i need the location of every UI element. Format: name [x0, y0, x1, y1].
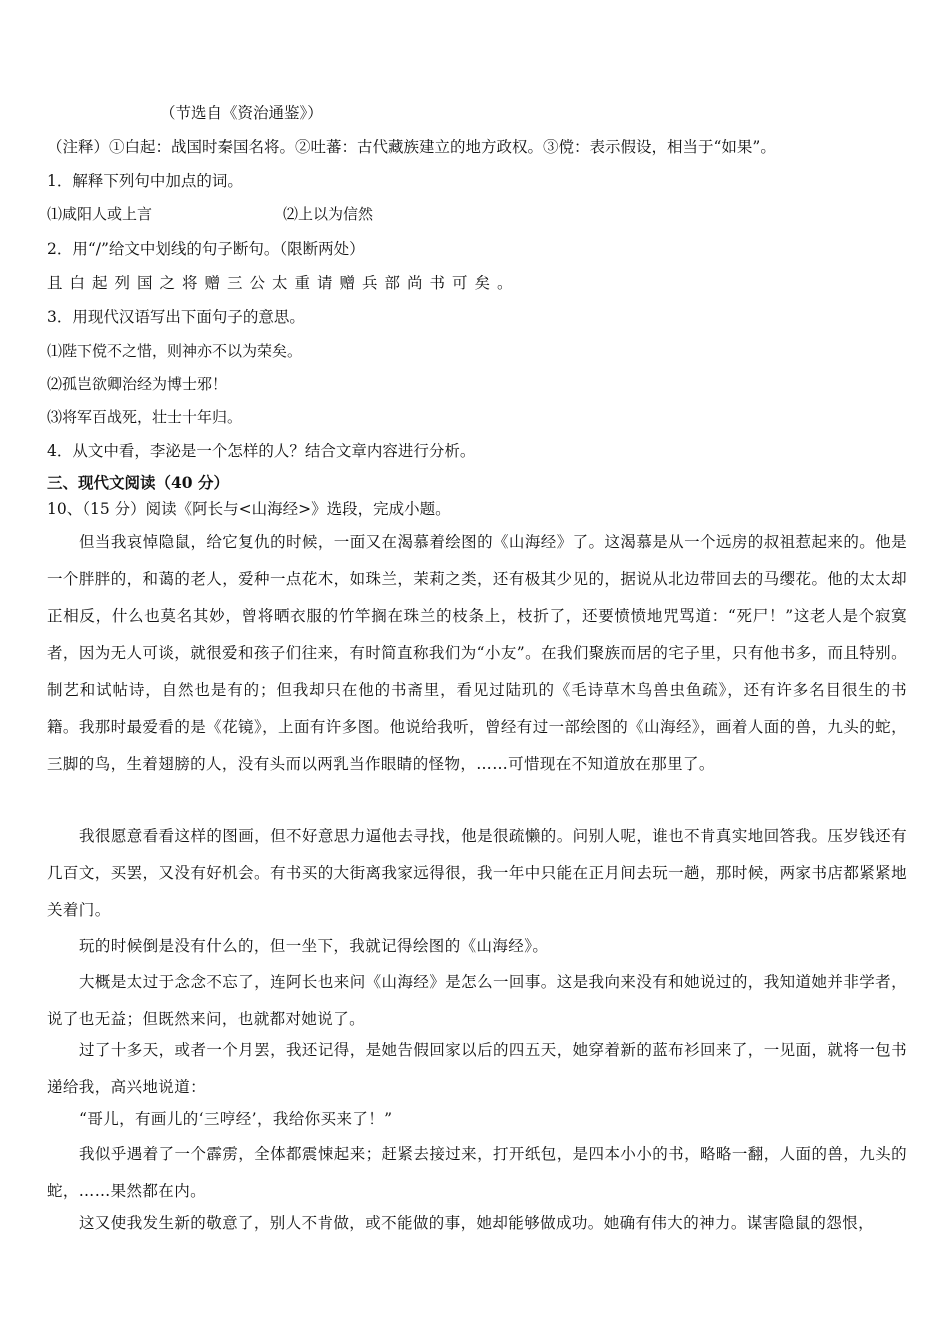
passage-paragraph: 我似乎遇着了一个霹雳，全体都震悚起来；赶紧去接过来，打开纸包，是四本小小的书，略略一翻，人面的兽，九头的蛇，……果然都在内。 — [47, 1145, 907, 1200]
section-3-heading: 三、现代文阅读（40 分） — [47, 473, 229, 492]
question-2-title: 2．用“/”给文中划线的句子断句。（限断两处） — [47, 240, 365, 258]
question-10-intro: 10、（15 分）阅读《阿长与<山海经>》选段，完成小题。 — [47, 500, 451, 518]
question-3-item-1: ⑴陛下傥不之惜，则神亦不以为荣矣。 — [47, 342, 303, 360]
question-1-item-2: ⑵上以为信然 — [283, 205, 374, 223]
question-1-item-1: ⑴咸阳人或上言 — [47, 205, 153, 223]
question-1-title: 1．解释下列句中加点的词。 — [47, 172, 243, 190]
passage-paragraph: 但当我哀悼隐鼠，给它复仇的时候，一面又在渴慕着绘图的《山海经》了。这渴慕是从一个远房的叔祖惹起来的。他是一个胖胖的，和蔼的老人，爱种一点花木，如珠兰，茉莉之类，还有极其少见的，据说从北边带回去的马缨花。他的太太却正相反，什么也莫名其妙，曾将晒衣服的竹竿搁在珠兰的枝条上，枝折了，还要愤愤地咒骂道：“死尸！”这老人是个寂寞者，因为无人可谈，就很爱和孩子们往来，有时简直称我们为“小友”。在我们聚族而居的宅子里，只有他书多，而且特别。制艺和试帖诗，自然也是有的；但我却只在他的书斋里，看见过陆玑的《毛诗草木鸟兽虫鱼疏》，还有许多名目很生的书籍。我那时最爱看的是《花镜》，上面有许多图。他说给我听，曾经有过一部绘图的《山海经》，画着人面的兽，九头的蛇，三脚的鸟，生着翅膀的人，没有头而以两乳当作眼睛的怪物，……可惜现在不知道放在那里了。 — [47, 533, 907, 773]
question-3-item-2: ⑵孤岂欲卿治经为博士邪！ — [47, 375, 228, 393]
question-3-item-3: ⑶将军百战死，壮士十年归。 — [47, 408, 243, 426]
passage-paragraph: 我很愿意看看这样的图画，但不好意思力逼他去寻找，他是很疏懒的。问别人呢，谁也不肯真实地回答我。压岁钱还有几百文，买罢，又没有好机会。有书买的大街离我家远得很，我一年中只能在正月间去玩一趟，那时候，两家书店都紧紧地关着门。 — [47, 827, 907, 919]
question-4-title: 4．从文中看，李泌是一个怎样的人？结合文章内容进行分析。 — [47, 442, 476, 460]
source-citation: （节选自《资治通鉴》） — [160, 104, 323, 122]
passage-paragraph: “哥儿，有画儿的‘三哼经’，我给你买来了！” — [79, 1110, 393, 1128]
passage-paragraph: 玩的时候倒是没有什么的，但一坐下，我就记得绘图的《山海经》。 — [79, 937, 549, 955]
question-3-title: 3．用现代汉语写出下面句子的意思。 — [47, 308, 305, 326]
passage-paragraph: 大概是太过于念念不忘了，连阿长也来问《山海经》是怎么一回事。这是我向来没有和她说过的，我知道她并非学者，说了也无益；但既然来问，也就都对她说了。 — [47, 973, 907, 1028]
passage-paragraph: 这又使我发生新的敬意了，别人不肯做，或不能做的事，她却能够做成功。她确有伟大的神力。谋害隐鼠的怨恨， — [79, 1214, 875, 1232]
passage-paragraph: 过了十多天，或者一个月罢，我还记得，是她告假回家以后的四五天，她穿着新的蓝布衫回来了，一见面，就将一包书递给我，高兴地说道： — [47, 1041, 907, 1096]
annotation-notes: （注释）①白起：战国时秦国名将。②吐蕃：古代藏族建立的地方政权。③傥：表示假设，相当于“如果”。 — [47, 138, 776, 156]
question-2-sentence: 且白起列国之将赠三公太重请赠兵部尚书可矣。 — [47, 274, 520, 292]
